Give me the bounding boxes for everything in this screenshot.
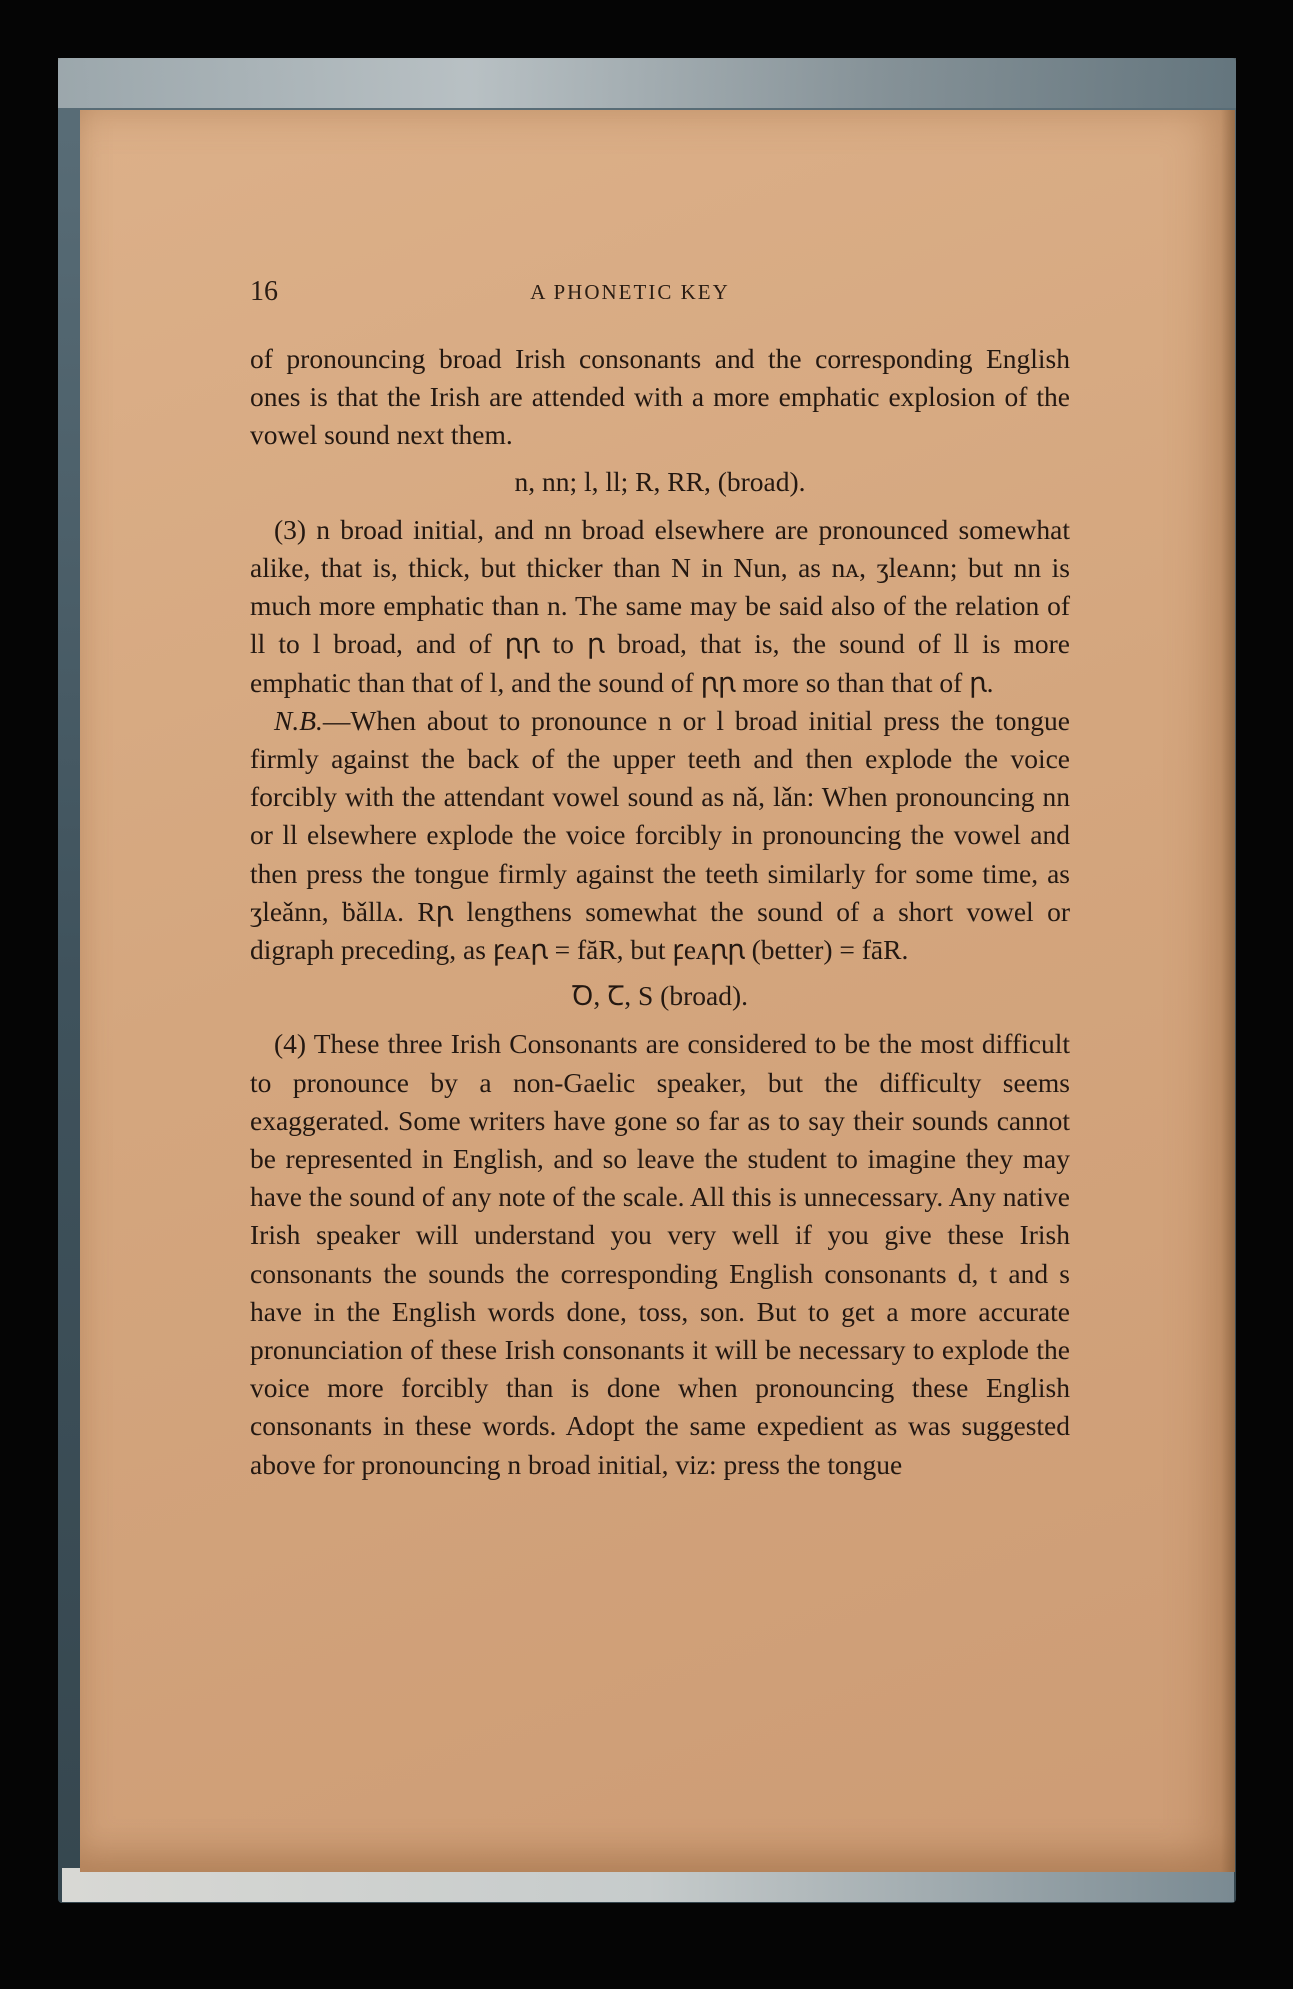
cover-top-edge bbox=[58, 58, 1236, 108]
page-header bbox=[250, 276, 1010, 316]
body-text bbox=[250, 340, 1070, 1484]
paragraph-3: (3) n broad initial, and nn broad elsewhere are pronounced somewhat alike, that is, thick, but thicker than N in Nun, as nᴀ, ʒleᴀnn; but nn is much more emphatic than n. The same may be said also of the relation of ll to l broad, and of ꞃꞃ to ꞃ broad, that is, the sound of ll is more emphatic than that of l, and the sound of ꞃꞃ more so than that of ꞃ. bbox=[250, 513, 1070, 698]
paragraph-4: (4) These three Irish Consonants are considered to be the most difficult to pronounce by a non-Gaelic speaker, but the difficulty seems exaggerated. Some writers have gone so far as to say their sounds cannot be represented in English, and so leave the student to imagine they may have the sound of any note of the scale. All this is unnecessary. Any native Irish speaker will understand you very well if you give these Irish consonants the sounds the corresponding English consonants d, t and s have in the English words done, toss, son. But to get a more accurate pronunciation of these Irish consonants it will be necessary to explode the voice more forcibly than is done when pronouncing these English consonants in these words. Adopt the same expedient as was suggested above for pronouncing n broad initial, viz: press the tongue bbox=[250, 1028, 1070, 1480]
paragraph-nb bbox=[250, 702, 1070, 969]
paragraph-continuation: of pronouncing broad Irish consonants and the corresponding English ones is that the Irish are attended with a more emphatic explosion of the vowel sound next them. bbox=[250, 343, 1070, 451]
page-shadow-edge bbox=[1221, 110, 1235, 1872]
running-head: A PHONETIC KEY bbox=[530, 280, 730, 304]
section-heading-d-t-s: Ꝺ, Ꞇ, S (broad). bbox=[571, 980, 748, 1012]
nb-label: N.B. bbox=[274, 704, 323, 736]
section-heading-n-l-r: n, nn; l, ll; R, RR, (broad). bbox=[514, 465, 806, 497]
cover-bottom-edge bbox=[62, 1868, 1234, 1902]
nb-text: —When about to pronounce n or l broad initial press the tongue firmly against the back of the upper teeth and then explode the voice forcibly with the attendant vowel sound as nǎ, lǎn: When pronouncing nn or ll elsewhere explode the voice forcibly in pronouncing the vowel and then press the tongue firmly against the teeth similarly for some time, as ʒleǎnn, ḃǎllᴀ. Rꞃ lengthens somewhat the sound of a short vowel or digraph preceding, as ꝼeᴀꞃ = făR, but ꝼeᴀꞃꞃ (better) = fāR. bbox=[250, 704, 1070, 966]
page-number: 16 bbox=[250, 276, 278, 307]
